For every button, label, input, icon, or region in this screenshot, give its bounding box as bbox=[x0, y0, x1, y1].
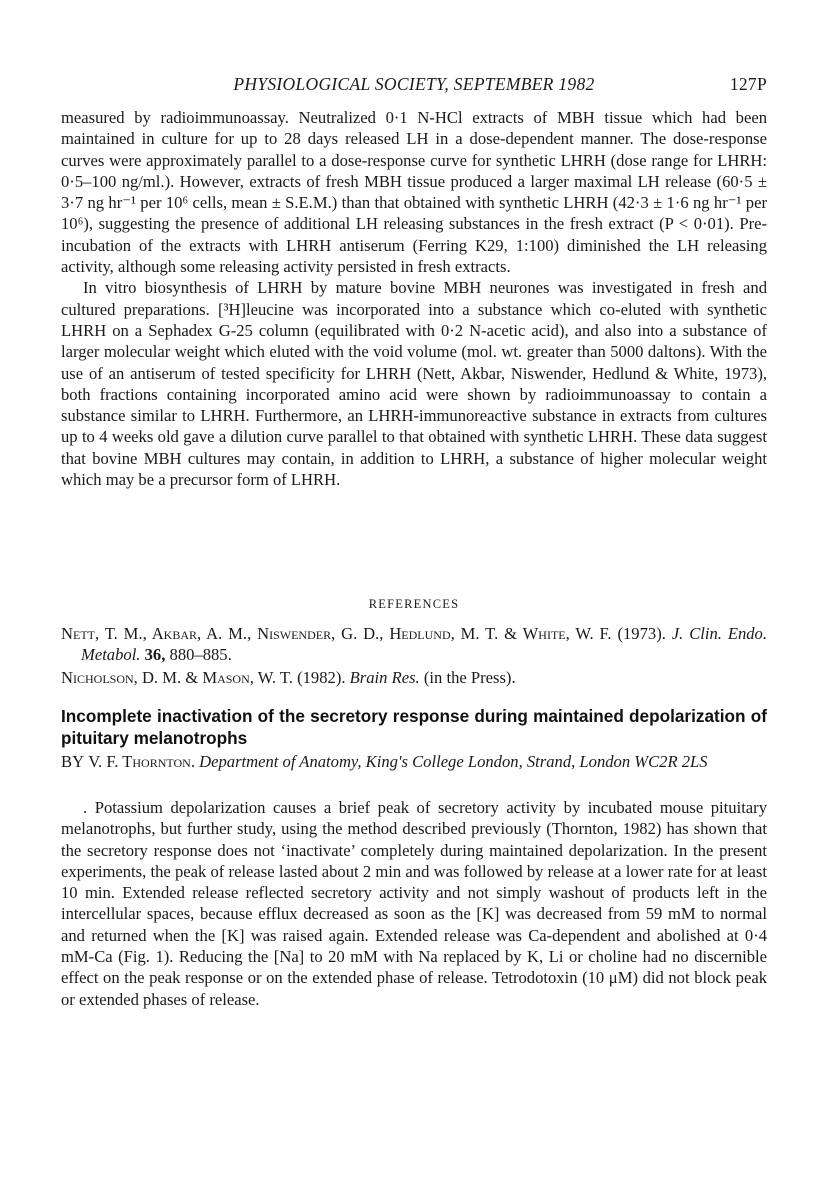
reference-authors: Nicholson, D. M. & Mason, W. T. bbox=[61, 667, 293, 687]
abstract-title: Incomplete inactivation of the secretory response during maintained depolarization of pituitary melanotrophs bbox=[61, 706, 767, 748]
references-list bbox=[61, 623, 767, 689]
reference-item bbox=[61, 623, 767, 666]
reference-journal: J. Clin. Endo. Metabol. bbox=[81, 624, 767, 665]
paragraph-2: In vitro biosynthesis of LHRH by mature bovine MBH neurones was investigated in fresh and cultured preparations. [³H]leucine was incorporated into a substance which co-eluted with synthetic LHRH on a Sephadex G-25 column (equilibrated with 0·2 N-acetic acid), and also into a substance of larger molecular weight which eluted with the void volume (mol. wt. greater than 5000 daltons). With the use of an antiserum of tested specificity for LHRH (Nett, Akbar, Niswender, Hedlund & White, 1973), both fractions containing incorporated amino acid were shown by radioimmunoassay to contain a substance similar to LHRH. Furthermore, an LHRH-immunoreactive substance in extracts from cultures up to 4 weeks old gave a dilution curve parallel to that obtained with synthetic LHRH. These data suggest that bovine MBH cultures may contain, in addition to LHRH, a substance of higher molecular weight which may be a precursor form of LHRH. bbox=[61, 278, 767, 490]
reference-pages: (in the Press). bbox=[423, 667, 516, 687]
running-head bbox=[61, 74, 767, 98]
reference-item bbox=[61, 667, 767, 688]
reference-volume: 36, bbox=[144, 645, 166, 665]
section-1-body bbox=[61, 107, 767, 490]
author-name: V. F. Thornton bbox=[88, 752, 191, 771]
reference-journal: Brain Res. bbox=[349, 667, 420, 687]
author-affiliation: Department of Anatomy, King's College London, Strand, London WC2R 2LS bbox=[199, 752, 708, 771]
byline-prefix: BY bbox=[61, 752, 85, 771]
running-title: PHYSIOLOGICAL SOCIETY, SEPTEMBER 1982 bbox=[233, 74, 595, 94]
abstract-paragraph: . Potassium depolarization causes a brief peak of secretory activity by incubated mouse pituitary melanotrophs, but further study, using the method described previously (Thornton, 1982) has shown that the secretory response does not ‘inactivate’ completely during maintained depolarization. In the present experiments, the peak of release lasted about 2 min and was followed by release at a lower rate for at least 10 min. Extended release reflected secretory activity and not simply washout of products left in the intercellular spaces, because efflux decreased as soon as the [K] was decreased from 59 mM to normal and returned when the [K] was raised again. Extended release was Ca-dependent and abolished at 0·4 mM-Ca (Fig. 1). Reducing the [Na] to 20 mM with Na replaced by K, Li or choline had no discernible effect on the peak response or on the extended phase of release. Tetrodotoxin (10 μM) did not block peak or extended phases of release. bbox=[61, 798, 767, 1009]
paragraph-1: measured by radioimmunoassay. Neutralized 0·1 N-HCl extracts of MBH tissue which had been maintained in culture for up to 28 days released LH in a dose-dependent manner. The dose-response curves were approximately parallel to a dose-response curve for synthetic LHRH (dose range for LHRH: 0·5–100 ng/ml.). However, extracts of fresh MBH tissue produced a larger maximal LH release (60·5 ± 3·7 ng hr⁻¹ per 10⁶ cells, mean ± S.E.M.) than that obtained with synthetic LHRH (42·3 ± 1·6 ng hr⁻¹ per 10⁶), suggesting the presence of additional LH releasing substances in the fresh extract (P < 0·01). Pre-incubation of the extracts with LHRH antiserum (Ferring K29, 1:100) diminished the LH releasing activity, although some releasing activity persisted in fresh extracts. bbox=[61, 108, 767, 277]
abstract-body bbox=[61, 797, 767, 1010]
byline: BY V. F. Thornton. Department of Anatomy, King's College London, Strand, London WC2R 2LS bbox=[61, 752, 708, 771]
reference-pages: 880–885. bbox=[169, 645, 232, 665]
references-heading: REFERENCES bbox=[368, 597, 460, 611]
page-number: 127P bbox=[729, 74, 767, 94]
reference-year: (1982). bbox=[297, 667, 346, 687]
reference-year: (1973). bbox=[617, 624, 666, 643]
reference-authors: Nett, T. M., Akbar, A. M., Niswender, G. D., Hedlund, M. T. & White, W. F. bbox=[61, 624, 612, 643]
